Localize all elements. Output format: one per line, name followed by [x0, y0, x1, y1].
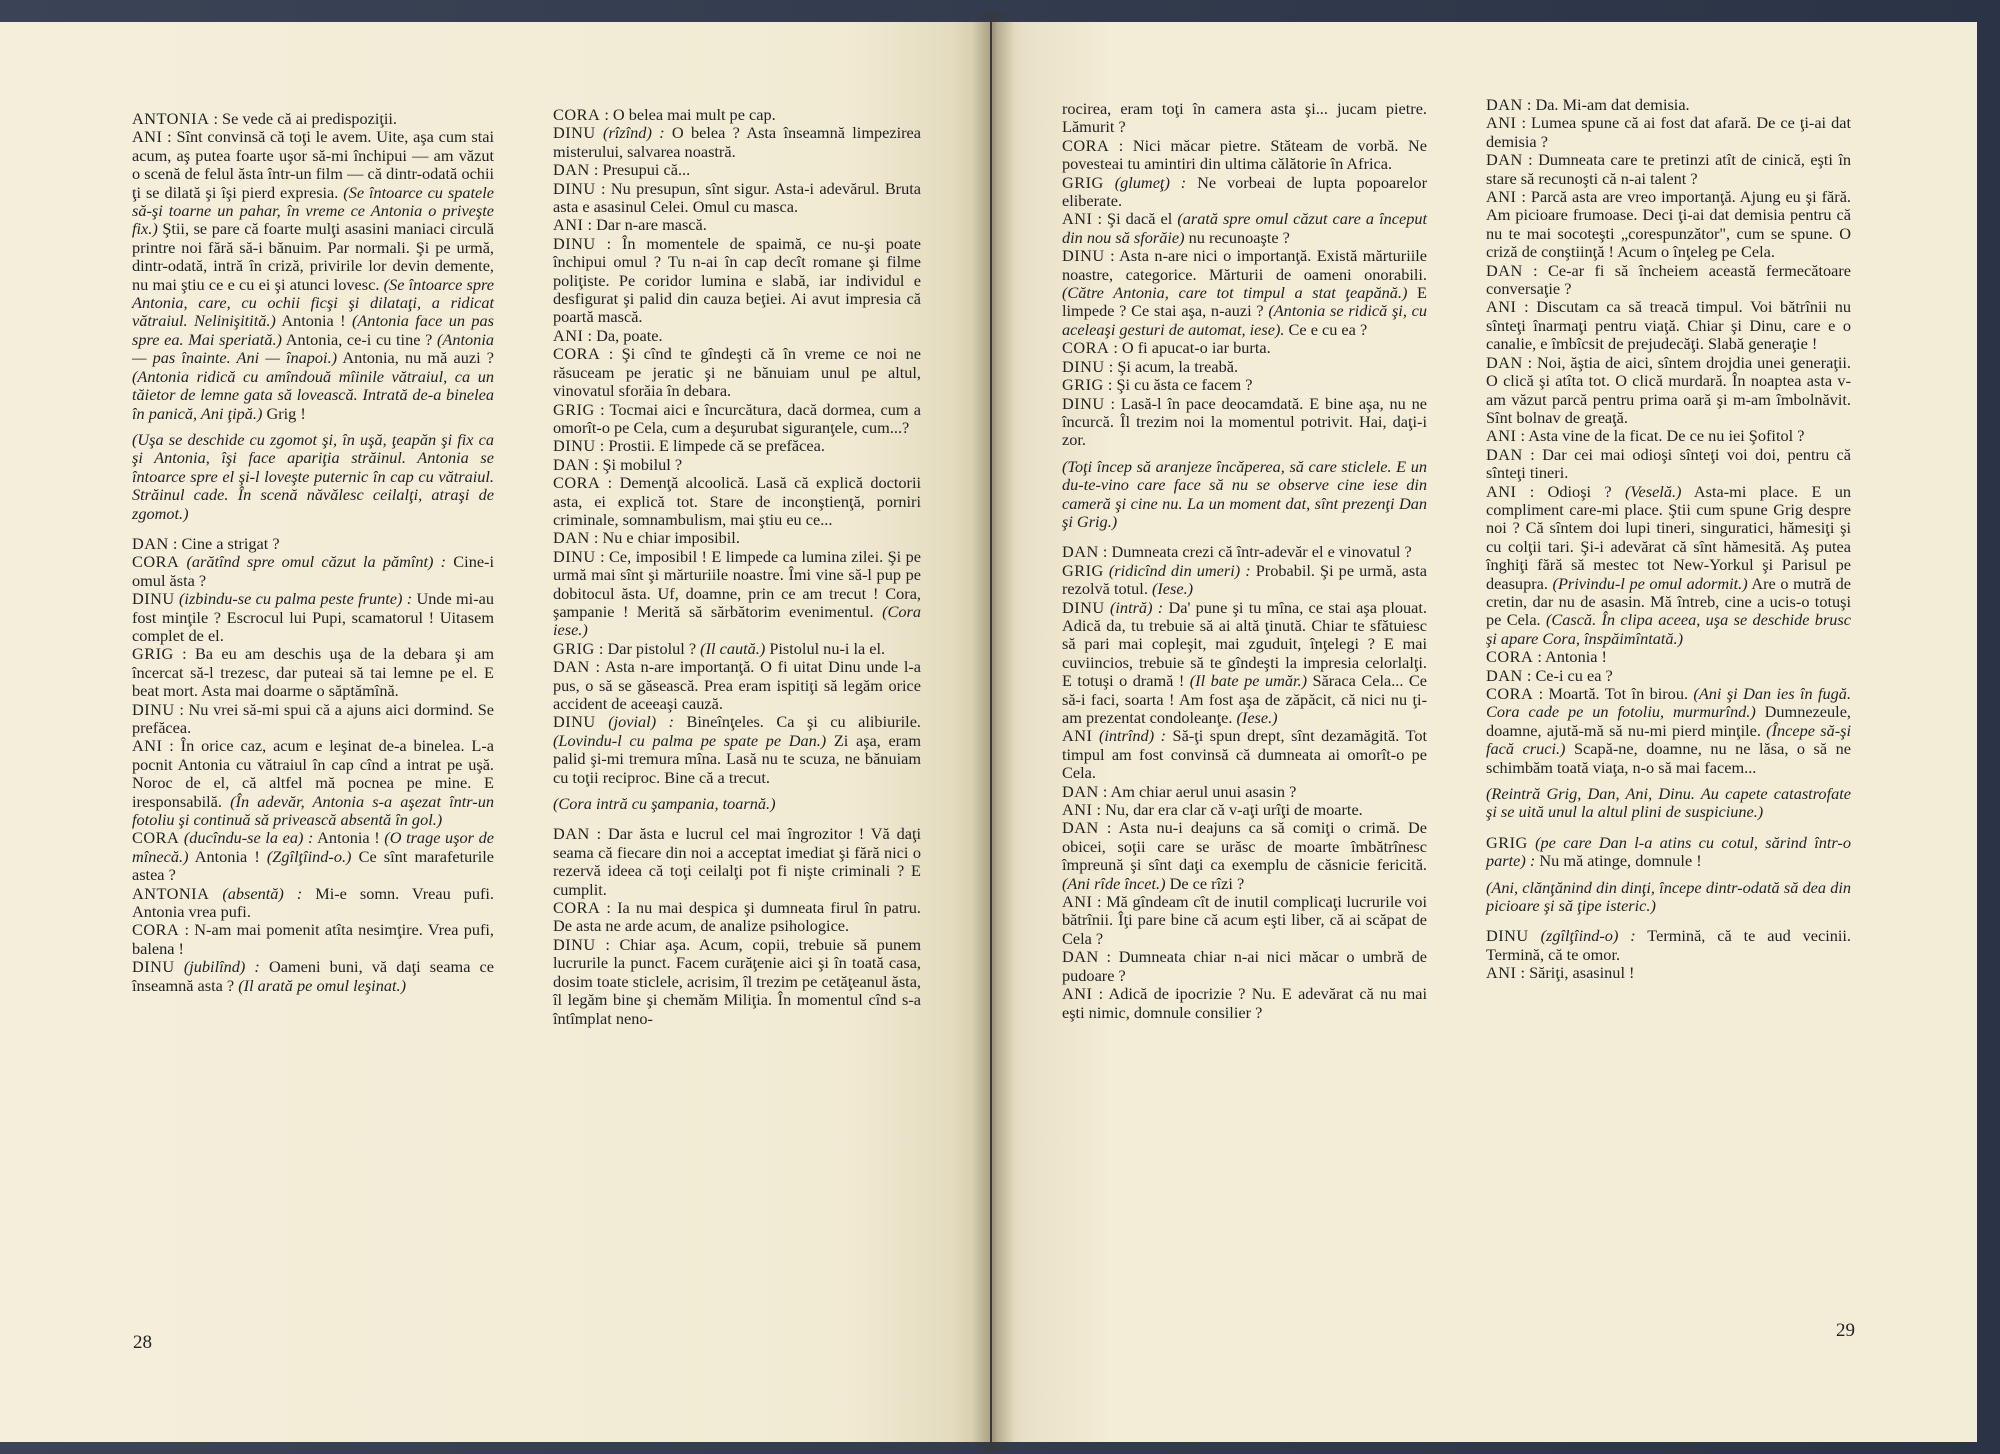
dialogue-text: : În orice caz, acum e leşinat de-a binelea. L-a pocnit Antonia cu vătraiul în cap cînd a intrat pe uşă. Noroc de el, că altfel mă pocnea pe mine. E iresponsabilă. — [132, 736, 494, 811]
dialogue-line — [553, 640, 921, 658]
dialogue-text: Ştii, se pare că foarte mulţi asasini maniaci circulă printre noi fără să-i bănuim. Par normali. Şi pe urmă, dintr-odată, intră în criză, privirile lor devin demente, nu mai ştiu ce e cu ei şi atunci lovesc. — [132, 219, 494, 294]
speaker-name: GRIG — [1062, 375, 1104, 395]
speaker-name: ANI — [1486, 113, 1517, 133]
stage-direction-inline: (izbindu-se cu palma peste frunte) : — [174, 589, 413, 609]
dialogue-line — [553, 345, 921, 400]
dialogue-line — [1486, 834, 1851, 871]
dialogue-text: : Şi cînd te gîndeşti că în vreme ce noi ne răsuceam pe jeratic şi ne bănuiam unul pe altul, vinovatul sforăia în debara. — [553, 344, 921, 401]
stage-direction-text: (Cora intră cu şampania, toarnă.) — [553, 794, 776, 814]
dialogue-text: : Presupui că... — [589, 160, 691, 180]
dialogue-line — [132, 921, 494, 958]
dialogue-line — [132, 885, 494, 922]
stage-direction-inline: (Il arată pe omul leşinat.) — [238, 975, 406, 995]
speaker-name: GRIG — [132, 644, 174, 664]
stage-direction-inline: (Iese.) — [1236, 708, 1278, 727]
dialogue-text: : Ba eu am deschis uşa de la debara şi am încercat să-l trezesc, dar puteai să tai lemne pe el. E beat mort. Asta mai doarme o săptămînă. — [132, 644, 494, 701]
stage-direction-inline: (intrînd) : — [1092, 726, 1167, 746]
speaker-name: ANI — [1486, 481, 1517, 501]
dialogue-text: : Adică de ipocrizie ? Nu. E adevărat că nu mai eşti nimic, domnule consilier ? — [1062, 984, 1427, 1022]
dialogue-text: : În momentele de spaimă, ce nu-şi poate închipui omul ? Tu n-ai în cap decît romane şi filme poliţiste. Pe coridor lumina e slabă, iar individul e desfigurat şi palid din cauza beţiei. Ai avut impresia că poartă mască. — [553, 233, 921, 327]
speaker-name: CORA — [553, 473, 601, 493]
dialogue-text: : Dumneata crezi că într-adevăr el e vinovatul ? — [1098, 542, 1412, 562]
dialogue-text: : Demenţă alcoolică. Lasă că explică doctorii asta, ei explică tot. Stare de inconştienţă, porniri criminale, somnambulism, mai ştiu eu ce... — [553, 473, 921, 529]
stage-direction-inline: (Privindu-l pe omul adormit.) — [1552, 573, 1748, 593]
stage-direction-inline: (O trage uşor de mînecă.) — [132, 828, 494, 866]
dialogue-line — [1062, 358, 1427, 376]
speaker-name: DINU — [132, 699, 175, 719]
dialogue-text: : Cine a strigat ? — [168, 533, 280, 553]
dialogue-text: : Dar ăsta e lucrul cel mai îngrozitor ! Vă daţi seama că fiecare din noi a acceptat imediat şi fără nici o rezervă ideea că toţi ceilalţi pot fi nişte criminali ? E cumplit. — [553, 824, 921, 899]
dialogue-line — [553, 548, 921, 640]
dialogue-line — [1062, 562, 1427, 599]
speaker-name: DAN — [553, 824, 590, 844]
stage-direction-inline: (glumeţ) : — [1103, 172, 1187, 192]
speaker-name: DINU — [553, 178, 596, 198]
dialogue-text: O belea ? Asta înseamnă limpezirea misterului, salvarea noastră. — [553, 123, 921, 161]
dialogue-text: : Şi cu ăsta ce facem ? — [1103, 375, 1253, 395]
dialogue-text: rocirea, eram toţi în camera asta şi... jucam pietre. Lămurit ? — [1062, 99, 1427, 137]
speaker-name: CORA — [553, 898, 601, 918]
dialogue-line — [1486, 151, 1851, 188]
stage-direction-inline: (ridicînd din umeri) : — [1103, 560, 1251, 580]
stage-direction-inline: (Cască. În clipa aceea, uşa se deschide brusc şi apare Cora, înspăimîntată.) — [1486, 610, 1851, 648]
stage-direction-inline: (Il bate pe umăr.) — [1189, 671, 1308, 691]
dialogue-text: : Antonia ! — [1533, 647, 1607, 667]
stage-direction-inline: (Antonia se ridică şi, cu aceleaşi gesturi de automat, iese). — [1062, 301, 1427, 339]
dialogue-text: : Ia nu mai despica şi dumneata firul în patru. De asta ne arde acum, de analize psihologice. — [553, 898, 921, 936]
dialogue-text: Ce sînt marafeturile astea ? — [132, 846, 494, 885]
speaker-name: ANI — [1062, 726, 1093, 746]
speaker-name: DINU — [553, 546, 596, 566]
speaker-name: GRIG — [1062, 172, 1104, 192]
dialogue-line — [1486, 446, 1851, 483]
dialogue-text: Antonia, nu mă auzi ? — [337, 348, 494, 368]
dialogue-line — [553, 825, 921, 899]
speaker-name: DAN — [553, 160, 590, 180]
dialogue-line — [553, 529, 921, 547]
dialogue-text: : N-am mai pomenit atîta nesimţire. Vrea pufi, balena ! — [132, 920, 494, 958]
dialogue-text: Da' pune şi tu mîna, ce stai aşa plouat. Adică da, tu trebuie să ai altă ţinută. Chiar te sfătuiesc să pari mai copleşit, mai zguduit, înţelegi ? E mai cuviincios, trebuie să te gîndeşti la impresia celorlalţi. E totuşi o dramă ! — [1062, 597, 1427, 691]
stage-direction-inline: (Către Antonia, care tot timpul a stat ţeapănă.) — [1062, 283, 1408, 303]
speaker-name: ANI — [1486, 187, 1517, 207]
dialogue-text: Termină, că te aud vecinii. Termină, că te omor. — [1486, 926, 1851, 964]
speaker-name: ANI — [1062, 984, 1093, 1004]
dialogue-line — [553, 474, 921, 529]
dialogue-text: Dumnezeule, doamne, ajută-mă să nu-mi pierd minţile. — [1486, 702, 1851, 740]
dialogue-line — [553, 216, 921, 234]
speaker-name: DAN — [1486, 260, 1523, 280]
speaker-name: DAN — [1486, 352, 1523, 372]
speaker-name: DINU — [553, 123, 596, 143]
dialogue-text: : Tocmai aici e încurcătura, dacă dormea, cum a omorît-o pe Cela, cum a deşurubat siguranţele, cum...? — [553, 399, 921, 437]
dialogue-line — [1486, 96, 1851, 114]
speaker-name: ANI — [1486, 297, 1517, 317]
stage-direction-inline: (jubilînd) : — [174, 957, 260, 977]
dialogue-text: : Se vede că ai predispoziţii. — [209, 109, 397, 128]
dialogue-line — [132, 535, 494, 553]
speaker-name: DINU — [553, 436, 596, 456]
stage-direction-inline: (absentă) : — [209, 883, 303, 903]
speaker-name: DAN — [1486, 95, 1523, 114]
speaker-name: DAN — [1062, 781, 1099, 801]
right-column-2 — [1486, 96, 1851, 983]
speaker-name: CORA — [1062, 135, 1110, 155]
speaker-name: ANI — [1062, 892, 1093, 912]
dialogue-line — [1062, 543, 1427, 561]
dialogue-line — [132, 645, 494, 700]
dialogue-line — [1062, 819, 1427, 893]
dialogue-text: Să-ţi spun drept, sînt dezamăgită. Tot timpul am fost convinsă că dumneata ai omorît-o pe Cela. — [1062, 726, 1427, 783]
dialogue-line — [1062, 210, 1427, 247]
stage-direction-inline: (Iese.) — [1151, 579, 1194, 599]
dialogue-text: : Săriţi, asasinul ! — [1516, 963, 1635, 983]
dialogue-line — [1062, 599, 1427, 728]
speaker-name: GRIG — [553, 638, 595, 658]
dialogue-text: : Moartă. Tot în birou. — [1533, 684, 1694, 703]
dialogue-text: Antonia, ce-i cu tine ? — [281, 329, 438, 349]
dialogue-text: Ce e cu ea ? — [1284, 319, 1368, 339]
stage-direction-text: (Ani, clănţănind din dinţi, începe dintr-odată să dea din picioare şi să ţipe isteric.) — [1486, 877, 1851, 916]
dialogue-line — [132, 590, 494, 645]
dialogue-text: : Lumea spune că ai fost dat afară. De ce ţi-ai dat demisia ? — [1486, 113, 1851, 151]
stage-direction-inline: (Lovindu-l cu palma pe spate pe Dan.) — [553, 730, 827, 750]
stage-direction-inline: (În adevăr, Antonia s-a aşezat într-un fotoliu şi continuă să privească absentă în gol.) — [132, 791, 494, 830]
speaker-name: DINU — [1062, 356, 1105, 376]
stage-direction-inline: (Il caută.) — [700, 638, 766, 658]
dialogue-text: : Sînt convinsă că toţi le avem. Uite, aşa cum stai acum, aş putea foarte uşor să-mi închipui — am văzut o scenă de felul ăsta într-un film — că dintr-odată ochii ţi se dilată şi îşi pierd expresia. — [132, 127, 494, 202]
speaker-name: DINU — [1486, 926, 1529, 946]
dialogue-text: : Asta nu-i deajuns ca să comiţi o crimă. De obicei, soţii care se urăsc de moarte îmbătrînesc împreună şi sînt daţi ca exemplu de căsnicie fericită. — [1062, 818, 1427, 875]
dialogue-text: Unde mi-au fost minţile ? Escrocul lui Pupi, scamatorul ! Uitasem complet de el. — [132, 589, 494, 645]
speaker-name: DINU — [553, 934, 596, 954]
speaker-name: CORA — [1486, 684, 1534, 703]
dialogue-line — [1062, 174, 1427, 211]
stage-direction-inline: (Se întoarce cu spatele să-şi toarne un pahar, în vreme ce Antonia o priveşte fix.) — [132, 182, 494, 239]
speaker-name: DAN — [1486, 444, 1523, 464]
speaker-name: GRIG — [553, 399, 595, 419]
stage-direction-inline: (intră) : — [1104, 597, 1164, 617]
stage-direction-inline: (jovial) : — [595, 712, 675, 732]
dialogue-text: : Nu e chiar imposibil. — [589, 528, 740, 548]
dialogue-text: E limpede ? Ce stai aşa, n-auzi ? — [1062, 283, 1428, 321]
right-page — [992, 22, 1977, 1442]
dialogue-line — [132, 958, 494, 995]
speaker-name: ANI — [132, 127, 163, 147]
dialogue-text: De ce rîzi ? — [1165, 873, 1245, 893]
dialogue-line — [1486, 262, 1851, 299]
stage-direction-inline: (arătînd spre omul căzut la pămînt) : — [179, 552, 447, 572]
speaker-name: DAN — [1062, 818, 1099, 838]
dialogue-text: Antonia ! — [313, 828, 385, 848]
speaker-name: DAN — [1486, 150, 1523, 170]
dialogue-line — [553, 936, 921, 1028]
dialogue-line — [553, 106, 921, 124]
dialogue-text: : Odioşi ? — [1516, 481, 1625, 501]
dialogue-text: : Asta vine de la ficat. De ce nu iei Şofitol ? — [1516, 426, 1805, 446]
dialogue-text: : Noi, ăştia de aici, sîntem drojdia unei generaţii. O clică şi atîta tot. O clică murdară. În noaptea asta v-am văzut parcă pentru prima oară şi m-am îmbolnăvit. Sînt bolnav de greaţă. — [1486, 352, 1851, 427]
speaker-name: CORA — [1486, 647, 1534, 667]
dialogue-line — [1062, 395, 1427, 450]
stage-direction — [1062, 458, 1427, 532]
stage-direction-inline: (Ani şi Dan ies în fugă. Cora cade pe un fotoliu, murmurînd.) — [1486, 684, 1852, 722]
dialogue-text: : Lasă-l în pace deocamdată. E bine aşa, nu ne încurcă. Îl trezim noi la momentul potrivit. Hai, daţi-i zor. — [1062, 393, 1427, 450]
speaker-name: DAN — [1062, 542, 1099, 562]
speaker-name: CORA — [132, 828, 180, 848]
speaker-name: ANI — [132, 736, 163, 756]
dialogue-text: Grig ! — [262, 403, 306, 423]
dialogue-text: Scapă-ne, doamne, nu ne lăsa, o să ne schimbăm toată viaţa, n-o să mai facem... — [1486, 739, 1851, 777]
dialogue-line — [553, 180, 921, 217]
dialogue-text: : Da. Mi-am dat demisia. — [1522, 95, 1690, 114]
dialogue-line — [1486, 427, 1851, 445]
dialogue-text: : Asta n-are importanţă. O fi uitat Dinu unde l-a pus, o să se găsească. Prea eram ispitiţi să legăm orice accident de aceeaşi cauză. — [553, 657, 921, 713]
dialogue-line — [132, 737, 494, 829]
speaker-name: DAN — [132, 533, 169, 553]
dialogue-text: : Ce-ar fi să încheiem această fermecătoare conversaţie ? — [1486, 260, 1851, 299]
stage-direction-inline: (ducîndu-se la ea) : — [179, 828, 314, 848]
dialogue-line — [1062, 376, 1427, 394]
dialogue-text: : Dumneata chiar n-ai nici măcar o umbră de pudoare ? — [1062, 947, 1427, 985]
speaker-name: DINU — [132, 957, 175, 977]
right-column-1 — [1062, 100, 1427, 1022]
speaker-name: DAN — [553, 657, 590, 677]
dialogue-text: Antonia ! — [188, 846, 267, 866]
dialogue-line — [1486, 298, 1851, 353]
dialogue-line — [1062, 100, 1427, 137]
dialogue-text: nu recunoaşte ? — [1184, 227, 1290, 247]
stage-direction-inline: (Antonia face un pas spre ea. Mai speriată.) — [132, 311, 495, 349]
dialogue-text: : Şi mobilul ? — [589, 454, 683, 474]
dialogue-text: Are o mutră de cretin, dar nu de asasin. Mă întreb, cine a ucis-o totuşi pe Cela. — [1486, 573, 1851, 630]
dialogue-line — [1062, 985, 1427, 1022]
stage-direction-text: (Reintră Grig, Dan, Ani, Dinu. Au capete catastrofate şi se uită unul la altul plini de suspiciune.) — [1486, 784, 1851, 822]
dialogue-line — [132, 110, 494, 128]
speaker-name: ANTONIA — [132, 883, 210, 903]
dialogue-text: : Nu presupun, sînt sigur. Asta-i adevărul. Bruta asta e asasinul Celei. Omul cu masca. — [553, 178, 921, 217]
dialogue-line — [553, 713, 921, 787]
stage-direction-inline: (Veselă.) — [1624, 481, 1682, 501]
speaker-name: CORA — [553, 344, 601, 364]
speaker-name: DINU — [553, 712, 596, 732]
dialogue-line — [1486, 667, 1851, 685]
page-number-left: 28 — [133, 1332, 152, 1353]
dialogue-line — [132, 128, 494, 423]
dialogue-text: Nu mă atinge, domnule ! — [1535, 851, 1702, 871]
dialogue-line — [1486, 964, 1851, 982]
speaker-name: ANI — [1062, 800, 1093, 820]
stage-direction-text: (Toţi încep să aranjeze încăperea, să care sticlele. E un du-te-vino care face să nu se observe cine iese din cameră şi cine nu. La un moment dat, sînt prezenţi Dan şi Grig.) — [1062, 456, 1427, 531]
dialogue-text: : Nu vrei să-mi spui că a ajuns aici dormind. Se prefăcea. — [132, 699, 494, 737]
dialogue-line — [1062, 247, 1427, 339]
speaker-name: ANI — [1486, 963, 1517, 983]
dialogue-text: : Mă gîndeam cît de inutil complicaţi lucrurile voi bătrînii. Îţi pare bine că acum eşti liber, că ai scăpat de Cela ? — [1062, 892, 1427, 948]
dialogue-line — [553, 401, 921, 438]
speaker-name: DINU — [1062, 597, 1105, 617]
dialogue-text: : Prostii. E limpede că se prefăcea. — [595, 436, 825, 456]
dialogue-text: : Şi acum, la treabă. — [1104, 356, 1239, 376]
dialogue-line — [132, 553, 494, 590]
speaker-name: ANI — [553, 215, 584, 235]
speaker-name: DINU — [553, 233, 596, 253]
stage-direction-inline: (Începe să-şi facă cruci.) — [1486, 720, 1851, 759]
dialogue-text: : Dar n-are mască. — [583, 215, 707, 235]
stage-direction-inline: (pe care Dan l-a atins cu cotul, sărind într-o parte) : — [1486, 832, 1851, 871]
dialogue-text: : Chiar aşa. Acum, copii, trebuie să punem lucrurile la punct. Facem curăţenie aici şi în toată casa, dosim toate sticlele, acrisim, îl trezim pe cetăţeanul ăsta, îl legăm bine şi chemăm Miliţia. În momentul cînd s-a întîmplat neno- — [553, 934, 921, 1028]
dialogue-line — [1486, 648, 1851, 666]
dialogue-line — [1486, 354, 1851, 428]
speaker-name: DAN — [1486, 665, 1523, 685]
left-column-2 — [553, 106, 921, 1028]
dialogue-line — [553, 235, 921, 327]
speaker-name: ANI — [1062, 209, 1093, 229]
dialogue-text: : Discutam ca să treacă timpul. Voi bătrînii nu sînteţi înarmaţi pentru viaţă. Chiar şi Dinu, care e o canalie, e îmbîcsit de prejudecăţi. Slabă generaţie ! — [1486, 297, 1851, 354]
dialogue-text: Ne vorbeai de lupta popoarelor eliberate. — [1062, 172, 1427, 211]
speaker-name: CORA — [1062, 338, 1110, 358]
dialogue-line — [1062, 948, 1427, 985]
left-page — [0, 22, 990, 1442]
stage-direction-inline: (Cora iese.) — [553, 601, 921, 640]
speaker-name: CORA — [132, 552, 180, 572]
dialogue-text: : Parcă asta are vreo importanţă. Ajung eu şi fără. Am picioare frumoase. Deci ţi-ai dat demisia pentru că nu te mai socoteşti „corespunzător", cum se spune. O criză de conştiinţă ! Acum o înţeleg pe Cela. — [1486, 187, 1851, 262]
dialogue-line — [1062, 893, 1427, 948]
speaker-name: DAN — [553, 528, 590, 548]
dialogue-text: Cine-i omul ăsta ? — [132, 552, 495, 590]
stage-direction-text: (Uşa se deschide cu zgomot şi, în uşă, ţeapăn şi fix ca şi Antonia, îşi face apariţia străinul. Antonia se întoarce spre el şi-l loveşte puternic în cap cu vătraiul. Străinul cade. În scenă năvălesc ceilalţi, atraşi de zgomot.) — [132, 429, 494, 523]
dialogue-text: Asta-mi place. E un compliment care-mi place. Ştii cum spune Grig despre noi ? Că sîntem doi lupi tineri, singuratici, hămesiţi şi cu colţii tari. Şi-i adevărat că sînt hămesită. Aş putea înghiţi fără să mestec tot New-Yorkul şi Parisul pe deasupra. — [1486, 481, 1851, 593]
dialogue-line — [1486, 685, 1851, 777]
dialogue-text: : Nici măcar pietre. Stăteam de vorbă. Ne povesteai tu amintiri din ultima călătorie în Africa. — [1062, 135, 1427, 174]
speaker-name: DINU — [132, 589, 175, 609]
dialogue-text: : Dumneata care te pretinzi atît de cinică, eşti în stare să recunoşti că n-ai talent ? — [1486, 150, 1851, 188]
dialogue-text: Probabil. Şi pe urmă, asta rezolvă totul. — [1062, 560, 1428, 599]
dialogue-line — [553, 899, 921, 936]
dialogue-text: : Ce, imposibil ! E limpede ca lumina zilei. Şi pe urmă mai sînt şi mărturiile noastre. Îmi vine să-l pup pe dobitocul ăsta. Uf, doamne, prin ce am trecut ! Cora, şampanie ! Merită să sărbătorim evenimentul. — [553, 546, 921, 621]
speaker-name: DINU — [1062, 393, 1105, 413]
dialogue-text: : Şi dacă el — [1092, 209, 1178, 229]
stage-direction — [132, 431, 494, 523]
stage-direction-inline: (Antonia — pas înainte. Ani — înapoi.) — [132, 329, 494, 368]
speaker-name: DAN — [1062, 947, 1099, 967]
speaker-name: ANI — [1486, 426, 1517, 446]
speaker-name: GRIG — [1486, 832, 1528, 852]
speaker-name: CORA — [132, 920, 180, 940]
dialogue-line — [1062, 339, 1427, 357]
dialogue-text: : Dar cei mai odioşi sînteţi voi doi, pentru că sînteţi tineri. — [1486, 444, 1851, 483]
dialogue-line — [1062, 727, 1427, 782]
speaker-name: GRIG — [1062, 560, 1104, 580]
speaker-name: DAN — [553, 454, 590, 474]
dialogue-text: Zi aşa, eram palid şi-mi tremura mîna. Lasă nu te scuza, ne bănuiam cu toţii reciproc. Bine că a trecut. — [553, 730, 921, 787]
dialogue-line — [132, 701, 494, 738]
dialogue-text: : O belea mai mult pe cap. — [600, 105, 776, 124]
speaker-name: DINU — [1062, 246, 1105, 266]
stage-direction-inline: (Antonia ridică cu amîndouă mîinile vătraiul, ca un tăietor de lemne gata să lovească. Intrată de-a binelea în panică, Ani ţipă.) — [132, 366, 494, 423]
speaker-name: ANI — [553, 325, 584, 345]
dialogue-text: Mi-e somn. Vreau pufi. Antonia vrea pufi. — [132, 883, 494, 922]
stage-direction — [553, 795, 921, 813]
dialogue-line — [553, 437, 921, 455]
dialogue-line — [1062, 801, 1427, 819]
stage-direction-inline: (zgîlţîind-o) : — [1528, 926, 1636, 946]
dialogue-text: Bineînţeles. Ca şi cu alibiurile. — [674, 712, 922, 732]
speaker-name: CORA — [553, 105, 601, 124]
dialogue-line — [553, 161, 921, 179]
dialogue-text: : Ce-i cu ea ? — [1522, 665, 1613, 685]
dialogue-text: Oameni buni, vă daţi seama ce înseamnă asta ? — [132, 957, 495, 995]
dialogue-text: : Asta n-are nici o importanţă. Există mărturiile noastre, categorice. Mărturii de oameni onorabili. — [1062, 246, 1427, 284]
dialogue-line — [553, 456, 921, 474]
dialogue-line — [553, 124, 921, 161]
dialogue-line — [1486, 188, 1851, 262]
dialogue-line — [1062, 137, 1427, 174]
dialogue-text: Pistolul nu-i la el. — [765, 638, 886, 658]
dialogue-text: : Nu, dar era clar că v-aţi urîţi de moarte. — [1092, 800, 1363, 820]
page-number-right: 29 — [1836, 1320, 1855, 1341]
dialogue-text: : Da, poate. — [583, 325, 663, 345]
dialogue-text: Săraca Cela... Ce să-i faci, soarta ! Am fost aşa de zăpăcit, că nici nu ţi-am prezentat condoleanţe. — [1062, 671, 1427, 727]
dialogue-line — [553, 327, 921, 345]
dialogue-text: : Dar pistolul ? — [594, 638, 701, 658]
dialogue-text: : Am chiar aerul unui asasin ? — [1098, 781, 1297, 801]
dialogue-line — [1486, 114, 1851, 151]
stage-direction-inline: (Zgîlţîind-o.) — [266, 846, 352, 866]
dialogue-text: Antonia ! — [275, 311, 352, 331]
stage-direction-inline: (Se întoarce spre Antonia, care, cu ochii ficşi şi dilataţi, a ridicat vătraiul. Nelinişitită.) — [132, 274, 494, 331]
stage-direction — [1486, 879, 1851, 916]
dialogue-line — [1486, 927, 1851, 964]
stage-direction-inline: (arată spre omul căzut care a început din nou să sforăie) — [1062, 209, 1427, 247]
stage-direction-inline: (rîzînd) : — [595, 123, 665, 143]
stage-direction-inline: (Ani rîde încet.) — [1062, 873, 1166, 893]
dialogue-text: : O fi apucat-o iar burta. — [1109, 338, 1271, 358]
stage-direction — [1486, 785, 1851, 822]
speaker-name: ANTONIA — [132, 109, 210, 128]
dialogue-line — [553, 658, 921, 713]
dialogue-line — [1486, 483, 1851, 649]
dialogue-line — [1062, 783, 1427, 801]
dialogue-line — [132, 829, 494, 884]
left-column-1 — [132, 110, 494, 995]
